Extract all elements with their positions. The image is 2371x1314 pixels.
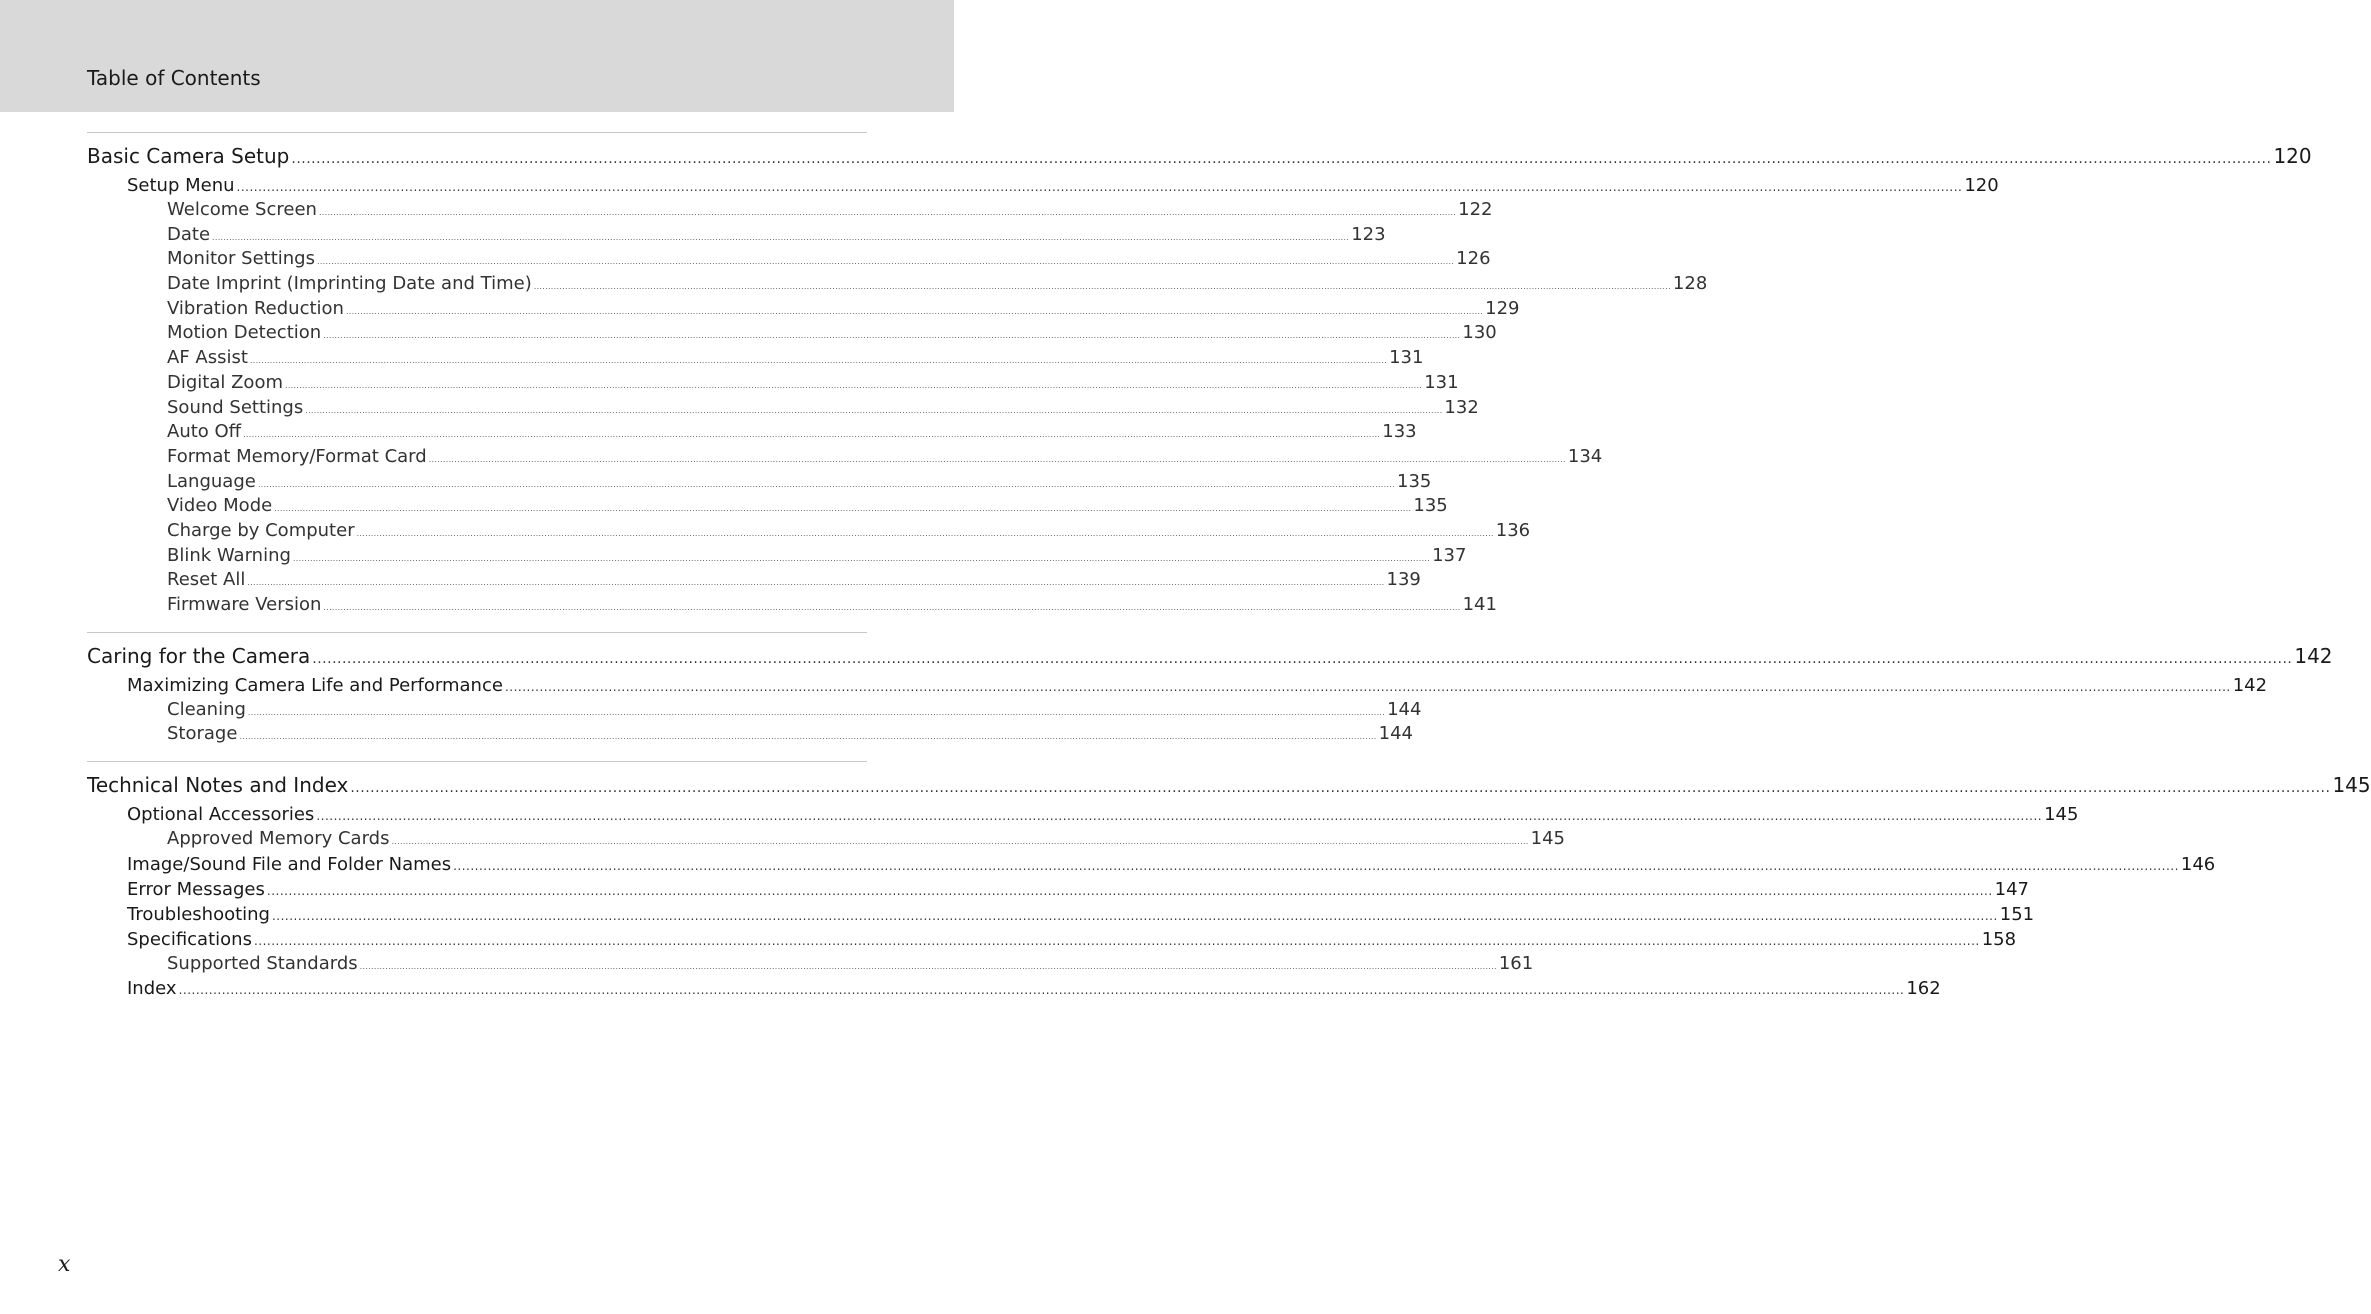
entry-label: Reset All (167, 569, 246, 591)
toc-entry[interactable] (87, 173, 1999, 198)
entry-label: AF Assist (167, 347, 248, 369)
entry-page-number: 145 (2044, 804, 2079, 826)
dot-leader: ................................................................................................................................................................................................................................................................................................................................................................................................................ (504, 679, 2231, 694)
dot-leader: ................................................................................................................................................................................................................................................................................................................................................................................................................ (292, 553, 1431, 563)
entry-label: Vibration Reduction (167, 297, 344, 319)
entry-label: Cleaning (167, 698, 246, 720)
toc-subentry[interactable] (87, 494, 1448, 519)
dot-leader: ................................................................................................................................................................................................................................................................................................................................................................................................................ (316, 257, 1455, 267)
entry-page-number: 120 (2273, 144, 2312, 168)
toc-subentry[interactable] (87, 952, 1534, 977)
entry-label: Monitor Settings (167, 248, 315, 270)
dot-leader: ................................................................................................................................................................................................................................................................................................................................................................................................................ (316, 809, 2043, 824)
dot-leader: ................................................................................................................................................................................................................................................................................................................................................................................................................ (391, 837, 1529, 847)
entry-page-number: 144 (1378, 723, 1413, 745)
toc-subentry[interactable] (87, 247, 1491, 272)
dot-leader: ................................................................................................................................................................................................................................................................................................................................................................................................................ (253, 933, 1980, 948)
section-heading[interactable] (87, 141, 2312, 171)
toc-subentry[interactable] (87, 420, 1417, 445)
entry-page-number: 130 (1462, 322, 1497, 344)
entry-label: Troubleshooting (127, 903, 270, 925)
dot-leader: ................................................................................................................................................................................................................................................................................................................................................................................................................ (178, 983, 1905, 998)
dot-leader: ................................................................................................................................................................................................................................................................................................................................................................................................................ (274, 504, 1412, 514)
entry-page-number: 141 (1462, 594, 1497, 615)
toc-entry[interactable] (87, 673, 2268, 698)
dot-leader: ................................................................................................................................................................................................................................................................................................................................................................................................................ (249, 356, 1388, 366)
dot-leader: ................................................................................................................................................................................................................................................................................................................................................................................................................ (239, 732, 1377, 742)
toc-subentry[interactable] (87, 321, 1497, 346)
entry-label: Digital Zoom (167, 371, 283, 393)
entry-label: Welcome Screen (167, 199, 317, 220)
entry-page-number: 133 (1382, 421, 1417, 443)
entry-page-number: 135 (1413, 495, 1448, 517)
entry-label: Error Messages (127, 878, 265, 900)
entry-page-number: 162 (1906, 978, 1941, 1000)
toc-subentry[interactable] (87, 544, 1467, 569)
toc-subentry[interactable] (87, 593, 1497, 618)
entry-page-number: 151 (1999, 903, 2035, 925)
entry-page-number: 120 (1964, 175, 1999, 196)
entry-page-number: 161 (1498, 952, 1534, 974)
entry-page-number: 128 (1672, 273, 1708, 295)
entry-page-number: 126 (1456, 248, 1491, 270)
dot-leader: ................................................................................................................................................................................................................................................................................................................................................................................................................ (257, 479, 1396, 489)
toc-subentry[interactable] (87, 371, 1459, 396)
entry-page-number: 129 (1485, 297, 1520, 319)
toc-subentry[interactable] (87, 272, 1708, 297)
dot-leader: ................................................................................................................................................................................................................................................................................................................................................................................................................ (356, 528, 1494, 538)
dot-leader: ................................................................................................................................................................................................................................................................................................................................................................................................................ (271, 908, 1998, 923)
toc-entry[interactable] (87, 902, 2035, 927)
entry-page-number: 145 (2332, 773, 2371, 798)
toc-subentry[interactable] (87, 396, 1479, 421)
entry-label: Auto Off (167, 421, 242, 443)
entry-page-number: 135 (1397, 470, 1432, 492)
toc-entry[interactable] (87, 927, 2017, 952)
entry-label: Sound Settings (167, 396, 304, 418)
page-title: Table of Contents (87, 66, 261, 90)
toc-subentry[interactable] (87, 198, 1493, 223)
dot-leader: ................................................................................................................................................................................................................................................................................................................................................................................................................ (243, 430, 1381, 440)
toc-subentry[interactable] (87, 827, 1566, 852)
entry-label: Charge by Computer (167, 519, 355, 541)
dot-leader: ................................................................................................................................................................................................................................................................................................................................................................................................................ (247, 707, 1386, 717)
dot-leader: ................................................................................................................................................................................................................................................................................................................................................................................................................ (285, 380, 1423, 390)
entry-page-number: 145 (1530, 828, 1566, 850)
entry-label: Supported Standards (167, 952, 358, 974)
entry-page-number: 139 (1386, 569, 1421, 591)
entry-label: Approved Memory Cards (167, 828, 390, 850)
entry-page-number: 134 (1567, 445, 1603, 467)
entry-label: Language (167, 470, 256, 492)
entry-label: Basic Camera Setup (87, 144, 290, 168)
dot-leader: ................................................................................................................................................................................................................................................................................................................................................................................................................ (350, 780, 2331, 797)
toc-subentry[interactable] (87, 445, 1603, 470)
entry-label: Date (167, 223, 211, 245)
entry-label: Date Imprint (Imprinting Date and Time) (167, 273, 532, 295)
entry-page-number: 142 (2294, 643, 2333, 668)
entry-label: Index (127, 978, 177, 1000)
header-band (0, 0, 954, 112)
dot-leader: ................................................................................................................................................................................................................................................................................................................................................................................................................ (318, 208, 1457, 217)
toc-entry[interactable] (87, 802, 2079, 827)
dot-leader: ................................................................................................................................................................................................................................................................................................................................................................................................................ (453, 858, 2179, 873)
toc-section (87, 761, 2371, 1001)
toc-entry[interactable] (87, 976, 1941, 1001)
entry-label: Video Mode (167, 495, 273, 517)
dot-leader: ................................................................................................................................................................................................................................................................................................................................................................................................................ (312, 650, 2293, 667)
toc-subentry[interactable] (87, 568, 1421, 593)
dot-leader: ................................................................................................................................................................................................................................................................................................................................................................................................................ (305, 405, 1443, 415)
entry-page-number: 122 (1458, 199, 1493, 220)
entry-page-number: 158 (1981, 928, 2017, 950)
entry-page-number: 131 (1389, 347, 1424, 369)
entry-page-number: 123 (1351, 223, 1386, 245)
entry-label: Firmware Version (167, 594, 322, 615)
table-of-contents (87, 132, 2371, 1001)
dot-leader: ................................................................................................................................................................................................................................................................................................................................................................................................................ (266, 883, 1993, 898)
entry-label: Format Memory/Format Card (167, 445, 427, 467)
dot-leader: ................................................................................................................................................................................................................................................................................................................................................................................................................ (323, 603, 1461, 612)
entry-page-number: 132 (1444, 396, 1479, 418)
entry-label: Image/Sound File and Folder Names (127, 853, 452, 875)
dot-leader: ................................................................................................................................................................................................................................................................................................................................................................................................................ (291, 151, 2272, 167)
entry-page-number: 144 (1387, 698, 1422, 720)
entry-page-number: 136 (1495, 519, 1531, 541)
dot-leader: ................................................................................................................................................................................................................................................................................................................................................................................................................ (212, 232, 1350, 242)
toc-section (87, 132, 2312, 632)
entry-page-number: 131 (1424, 371, 1459, 393)
dot-leader: ................................................................................................................................................................................................................................................................................................................................................................................................................ (428, 454, 1566, 464)
toc-subentry[interactable] (87, 223, 1386, 248)
toc-subentry[interactable] (87, 297, 1520, 322)
entry-page-number: 137 (1432, 544, 1467, 566)
entry-label: Motion Detection (167, 322, 322, 344)
toc-subentry[interactable] (87, 698, 1422, 723)
dot-leader: ................................................................................................................................................................................................................................................................................................................................................................................................................ (359, 961, 1497, 971)
entry-label: Blink Warning (167, 544, 291, 566)
toc-entry[interactable] (87, 852, 2216, 877)
entry-label: Storage (167, 723, 238, 745)
entry-label: Specifications (127, 928, 252, 950)
dot-leader: ................................................................................................................................................................................................................................................................................................................................................................................................................ (247, 578, 1385, 588)
dot-leader: ................................................................................................................................................................................................................................................................................................................................................................................................................ (345, 306, 1484, 316)
toc-subentry[interactable] (87, 470, 1432, 495)
entry-label: Optional Accessories (127, 804, 315, 826)
page-number: x (58, 1252, 71, 1277)
dot-leader: ................................................................................................................................................................................................................................................................................................................................................................................................................ (236, 180, 1963, 194)
entry-page-number: 146 (2180, 853, 2216, 875)
dot-leader: ................................................................................................................................................................................................................................................................................................................................................................................................................ (533, 282, 1671, 292)
entry-label: Caring for the Camera (87, 643, 311, 668)
toc-subentry[interactable] (87, 346, 1424, 371)
toc-subentry[interactable] (87, 519, 1531, 544)
entry-label: Technical Notes and Index (87, 773, 349, 798)
entry-label: Setup Menu (127, 175, 235, 196)
toc-entry[interactable] (87, 877, 2030, 902)
section-heading[interactable] (87, 641, 2333, 671)
entry-page-number: 147 (1994, 878, 2030, 900)
entry-label: Maximizing Camera Life and Performance (127, 674, 503, 696)
toc-section (87, 632, 2333, 761)
dot-leader: ................................................................................................................................................................................................................................................................................................................................................................................................................ (323, 331, 1461, 341)
section-heading[interactable] (87, 770, 2371, 800)
toc-subentry[interactable] (87, 722, 1413, 747)
entry-page-number: 142 (2232, 674, 2268, 696)
